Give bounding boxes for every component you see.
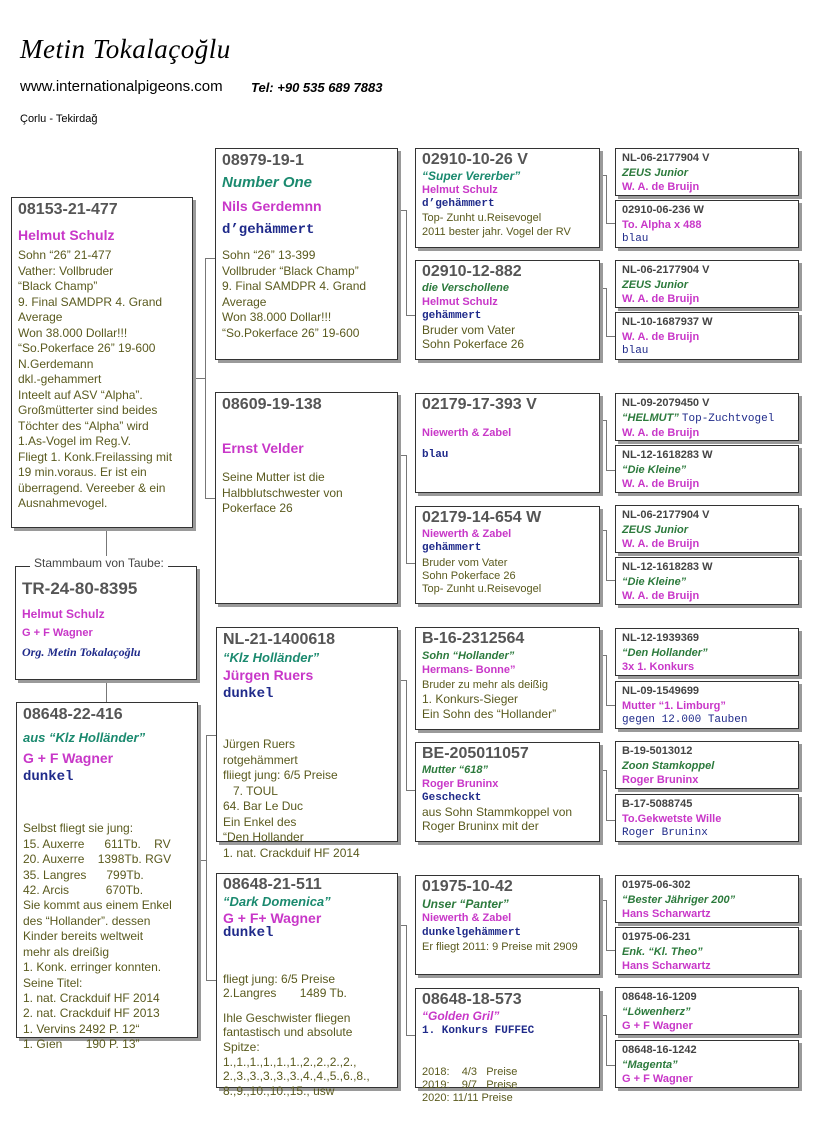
connector [106, 680, 107, 702]
owner-name: Org. Metin Tokalaçoğlu [22, 645, 141, 659]
connector [398, 680, 406, 681]
pigeon-name: Mutter “618” [422, 764, 489, 776]
ring-number: NL-10-1687937 W [622, 316, 713, 328]
connector [193, 378, 205, 379]
g4-card [615, 741, 799, 789]
connector [606, 288, 607, 336]
pigeon-name: ZEUS Junior [622, 166, 689, 179]
pigeon-name: Number One [222, 173, 313, 191]
pigeon-name: “Golden Gril” [422, 1009, 500, 1023]
pigeon-name: Mutter “1. Limburg” [622, 699, 726, 712]
connector [198, 860, 206, 861]
g4-card [615, 393, 799, 441]
breeder-name: W. A. de Bruijn [622, 590, 700, 602]
ring-number: NL-09-1549699 [622, 685, 700, 697]
breeder-name: 3x 1. Konkurs [622, 661, 695, 673]
g4-card [615, 927, 799, 975]
subject-card [15, 566, 197, 680]
connector [606, 655, 607, 705]
breeder-name: Hans Scharwartz [622, 908, 711, 920]
connector [606, 336, 615, 337]
connector [606, 820, 615, 821]
breeder-name: Niewerth & Zabel [422, 912, 512, 924]
connector [606, 770, 607, 820]
pigeon-color: blau [622, 233, 649, 245]
note: Sohn Pokerface 26 [422, 570, 516, 582]
note: Bruder vom Vater [422, 557, 508, 569]
ring-number: 02910-12-882 [422, 263, 522, 280]
note: Er fliegt 2011: 9 Preise mit 2909 [422, 941, 578, 953]
pigeon-name: ZEUS Junior [622, 278, 689, 291]
ring-number: 08648-18-573 [422, 991, 522, 1008]
ring-number: BE-205011057 [422, 745, 529, 762]
note: Top- Zunht u.Reisevogel [422, 583, 542, 595]
ring-number: 01975-06-231 [622, 931, 691, 943]
pedigree-notes: fliegt jung: 6/5 Preise 2.Langres 1489 Tb. Ihle Geschwister fliegen fantastisch und absolute Spitze: 1.,1.,1.,1.,1.,1.,2.,2.,2.,2., 2.,3.,3.,3.,3.,3.,4.,4.,5.,6.,8., 8.,9.,10.,10.,15., usw [223, 971, 370, 1098]
pigeon-name: “Die Kleine” [622, 463, 687, 476]
connector [398, 210, 406, 211]
g4-card [615, 557, 799, 605]
pigeon-name: “Die Kleine” [622, 575, 687, 588]
g4-card [615, 312, 799, 360]
pigeon-name: “Klz Holländer” [223, 649, 320, 665]
pedigree-notes: Sohn “26” 21-477 Vather: Vollbruder “Black Champ” 9. Final SAMDPR 4. Grand Average Won 38.000 Dollar!!! “So.Pokerface 26” 19-600 N.Gerdemann dkl.-gehammert Inteelt auf ASV “Alpha”. Großmütterter sind beides Töchter des “Alpha” wird 1.As-Vogel im Reg.V. Fliegt 1. Konk.Freilassing mit 19 min.voraus. Er ist ein überragend. Vereeber & ein Ausnahmevogel. [18, 248, 173, 510]
ring-number: 08979-19-1 [222, 152, 304, 169]
pigeon-name: To. Alpha x 488 [622, 218, 702, 231]
note: Bruder vom Vater [422, 323, 516, 337]
ring-number: 08648-16-1209 [622, 991, 697, 1003]
pigeon-name: “Magenta” [622, 1058, 678, 1071]
pigeon-name: “HELMUT” [622, 411, 679, 424]
pigeon-color: dunkelgehämmert [422, 926, 522, 939]
ring-number: TR-24-80-8395 [22, 579, 138, 598]
connector [406, 315, 415, 316]
fff-card [415, 148, 600, 248]
mmm-card [415, 988, 600, 1104]
connector [205, 258, 215, 259]
connector [205, 258, 206, 498]
pigeon-color: d’gehämmert [222, 221, 315, 238]
pigeon-name: aus “Klz Holländer” [23, 730, 146, 746]
g4-card [615, 260, 799, 308]
pigeon-color: dunkel [223, 924, 274, 941]
note: gegen 12.000 Tauben [622, 714, 748, 726]
pigeon-name: Sohn “Hollander” [422, 649, 515, 662]
pigeon-color: blau [622, 345, 649, 357]
breeder-name: Helmut Schulz [422, 296, 498, 308]
pigeon-color: Gescheckt [422, 792, 482, 804]
g4-card [615, 505, 799, 553]
breeder-name: Hermans- Bonne” [422, 664, 516, 676]
connector [406, 455, 407, 563]
connector [205, 498, 215, 499]
connector [406, 210, 407, 315]
pigeon-name: die Verschollene [422, 282, 510, 294]
connector [406, 563, 415, 564]
ring-number: NL-06-2177904 V [622, 152, 710, 164]
pigeon-name: “Super Vererber” [422, 169, 521, 183]
ring-number: NL-09-2079450 V [622, 397, 710, 409]
pigeon-color: 1. Konkurs FUFFEC [422, 1025, 535, 1037]
telephone: Tel: +90 535 689 7883 [251, 80, 383, 95]
ring-number: 08153-21-477 [18, 201, 118, 218]
connector [606, 175, 607, 223]
mmf-card [415, 875, 600, 975]
connector [606, 223, 615, 224]
ring-number: 08609-19-138 [222, 396, 322, 413]
pigeon-color: blau [422, 449, 449, 461]
pedigree-notes: Seine Mutter ist die Halbblutschwester von Pokerface 26 [222, 470, 343, 515]
connector [606, 580, 615, 581]
pedigree-notes: Selbst fliegt sie jung: 15. Auxerre 611Tb. RV 20. Auxerre 1398Tb. RGV 35. Langres 799Tb. 42. Arcis 670Tb. Sie kommt aus einem Enkel des “Hollander”. dessen Kinder bereits weltweit mehr als dreißig 1. Konk. erringer konnten. Seine Titel: 1. nat. Crackduif HF 2014 2. nat. Crackduif HF 2013 1. Vervins 2492 P. 12“ 1. Gıen 190 P. 13” [23, 821, 172, 1052]
pigeon-name: ZEUS Junior [622, 523, 689, 536]
mfm-card [415, 742, 600, 842]
connector [406, 925, 407, 1035]
pigeon-name: “Bester Jähriger 200” [622, 893, 736, 906]
g4-card [615, 445, 799, 493]
ring-number: 08648-21-511 [223, 876, 322, 893]
mother-mother-card [216, 873, 398, 1098]
pigeon-name: To.Gekwetste Wille [622, 812, 722, 825]
connector [606, 420, 607, 470]
breeder-name: Helmut Schulz [18, 226, 115, 243]
breeder-name: G + F Wagner [622, 1073, 693, 1085]
pigeon-name: Unser “Panter” [422, 896, 509, 911]
fmf-card [415, 393, 600, 493]
ring-number: B-16-2312564 [422, 630, 525, 647]
connector [406, 790, 415, 791]
ring-number: 02179-17-393 V [422, 396, 537, 413]
note: 2018: 4/3 Preise 2019: 9/7 Preise 2020: 11/11 Preise [422, 1066, 518, 1104]
connector [206, 735, 216, 736]
breeder-name: W. A. de Bruijn [622, 538, 700, 550]
ring-number: 02910-10-26 V [422, 151, 528, 168]
connector [398, 925, 406, 926]
ring-number: 08648-16-1242 [622, 1044, 697, 1056]
breeder-name: Jürgen Ruers [223, 667, 314, 683]
connector [406, 680, 407, 790]
note: Bruder zu mehr als deißig [422, 678, 548, 691]
city: Çorlu - Tekirdağ [20, 113, 98, 125]
g4-card [615, 628, 799, 676]
ring-number: 01975-06-302 [622, 879, 691, 891]
connector [206, 735, 207, 980]
g4-card [615, 875, 799, 923]
pigeon-name: Zoon Stamkoppel [622, 759, 715, 772]
ring-number: NL-12-1939369 [622, 632, 700, 644]
g4-card [615, 794, 799, 842]
ring-number: NL-12-1618283 W [622, 561, 713, 573]
g4-card [615, 681, 799, 729]
connector [398, 455, 406, 456]
ring-number: NL-06-2177904 V [622, 509, 710, 521]
pedigree-notes: Jürgen Ruers rotgehämmert fliiegt jung: 6/5 Preise 7. TOUL 64. Bar Le Duc Ein Enkel des “Den Hollander 1. nat. Crackduif HF 2014 [223, 737, 360, 860]
breeder-name: Roger Bruninx [622, 827, 708, 839]
breeder-name: Roger Bruninx [622, 774, 699, 786]
g4-card [615, 1040, 799, 1088]
g4-card [615, 200, 799, 248]
breeder-name: W. A. de Bruijn [622, 293, 700, 305]
mff-card [415, 627, 600, 730]
mother-father-card [216, 627, 398, 860]
pigeon-name: “Löwenherz” [622, 1005, 691, 1018]
ring-number: NL-12-1618283 W [622, 449, 713, 461]
g4-card [615, 148, 799, 196]
pedigree-label: Stammbaum von Taube: [30, 556, 168, 570]
pigeon-name: “Den Hollander” [622, 646, 708, 659]
breeder-name: W. A. de Bruijn [622, 427, 700, 439]
g4-card [615, 987, 799, 1035]
ring-number: 02179-14-654 W [422, 509, 542, 526]
breeder-name: G + F Wagner [622, 1020, 693, 1032]
pigeon-color: gehämmert [422, 310, 482, 322]
breeder-name: Ernst Velder [222, 439, 304, 456]
connector [606, 1065, 615, 1066]
ring-number: NL-06-2177904 V [622, 264, 710, 276]
ring-number: 01975-10-42 [422, 878, 513, 895]
breeder-name: Metin Tokalaçoğlu [20, 34, 231, 64]
note: 1. Konkurs-Sieger [422, 692, 519, 706]
pigeon-name: Enk. “Kl. Theo” [622, 945, 703, 958]
note: Ein Sohn des “Hollander” [422, 706, 557, 721]
ring-number: 02910-06-236 W [622, 204, 704, 216]
pigeon-color: dunkel [23, 769, 74, 786]
ring-number: B-19-5013012 [622, 745, 693, 757]
breeder-name: W. A. de Bruijn [622, 330, 700, 343]
connector [606, 900, 607, 950]
breeder-name: Helmut Schulz [422, 184, 498, 196]
connector [206, 980, 216, 981]
breeder-name: G + F+ Wagner [223, 910, 322, 927]
note: Top- Zunht u.Reisevogel [422, 212, 542, 224]
note: aus Sohn Stammkoppel von [422, 805, 573, 819]
breeder-name: W. A. de Bruijn [622, 478, 700, 490]
note: Top-Zuchtvogel [681, 412, 775, 425]
note: Sohn Pokerface 26 [422, 337, 525, 351]
breeder-name: Roger Bruninx [422, 778, 499, 790]
note: Roger Bruninx mit der [422, 819, 539, 833]
breeder-name: Niewerth & Zabel [422, 427, 512, 439]
breeder-name: G + F Wagner [23, 749, 114, 766]
fmm-card [415, 506, 600, 604]
breeder-name: W. A. de Bruijn [622, 181, 700, 193]
breeder-name: G + F Wagner [22, 627, 93, 639]
connector [606, 530, 607, 580]
pigeon-color: gehämmert [422, 542, 482, 554]
breeder-name: Nils Gerdemnn [222, 198, 322, 214]
pedigree-notes: Sohn “26” 13-399 Vollbruder “Black Champ” 9. Final SAMDPR 4. Grand Average Won 38.000 Dollar!!! “So.Pokerface 26” 19-600 [222, 248, 367, 340]
ffm-card [415, 260, 600, 360]
mother-card [16, 702, 198, 1052]
father-mother-card [215, 392, 398, 604]
breeder-name: Niewerth & Zabel [422, 528, 512, 540]
pigeon-color: dunkel [223, 685, 274, 702]
breeder-name: Helmut Schulz [22, 607, 105, 621]
website[interactable]: www.internationalpigeons.com [20, 78, 223, 95]
breeder-name: Hans Scharwartz [622, 960, 711, 972]
connector [406, 1035, 415, 1036]
connector [606, 950, 615, 951]
connector [606, 470, 615, 471]
ring-number: B-17-5088745 [622, 798, 693, 810]
father-card [11, 197, 193, 528]
father-father-card [215, 148, 398, 360]
note: 2011 bester jahr. Vogel der RV [422, 226, 571, 238]
connector [606, 1015, 607, 1065]
pigeon-name: “Dark Domenica” [223, 893, 331, 909]
ring-number: 08648-22-416 [23, 706, 123, 723]
ring-number: NL-21-1400618 [223, 631, 336, 648]
connector [606, 705, 615, 706]
pigeon-color: d’gehämmert [422, 198, 495, 210]
